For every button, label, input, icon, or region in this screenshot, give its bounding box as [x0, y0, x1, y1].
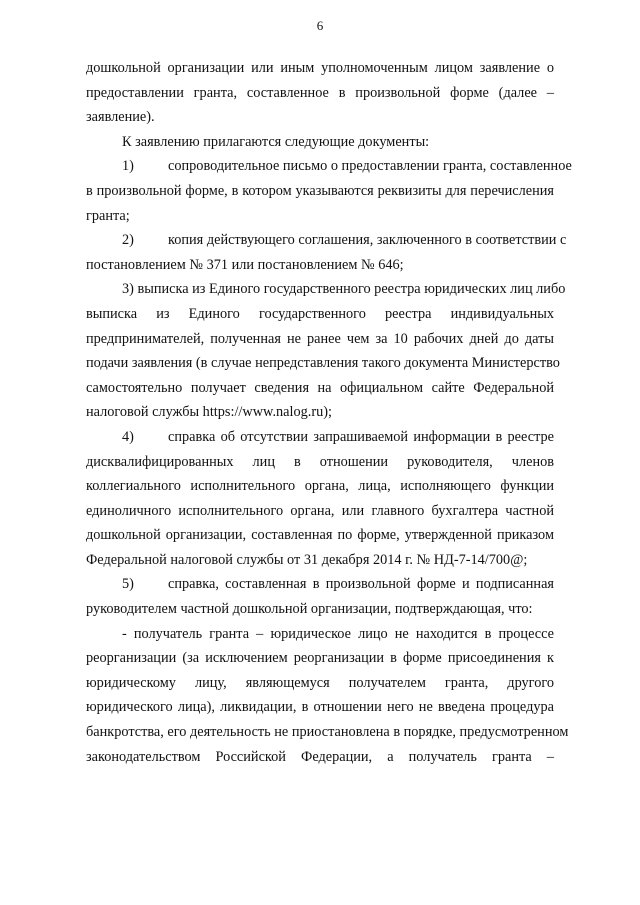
- text-line: [86, 400, 554, 425]
- text-line: [86, 154, 572, 179]
- text-line: [86, 695, 554, 720]
- page-number: 6: [316, 18, 324, 33]
- text-line: [86, 646, 554, 671]
- line-text: предпринимателей, полученная не ранее чем за 10 рабочих дней до даты: [86, 330, 554, 347]
- text-line: [86, 597, 554, 622]
- line-text: налоговой службы https://www.nalog.ru);: [86, 404, 332, 421]
- line-text: реорганизации (за исключением реорганизации в форме присоединения к: [86, 650, 554, 667]
- text-line: [86, 56, 554, 81]
- text-line: [86, 302, 554, 327]
- text-line: [86, 253, 554, 278]
- text-line: [86, 228, 567, 253]
- text-line: [86, 548, 554, 573]
- line-text: законодательством Российской Федерации, а получатель гранта –: [86, 748, 554, 765]
- list-number: 1): [122, 158, 134, 175]
- text-line: [86, 450, 554, 475]
- text-line: [86, 720, 569, 745]
- line-text: юридическому лицу, являющемуся получателем гранта, другого: [86, 674, 554, 691]
- line-text: дисквалифицированных лиц в отношении руководителя, членов: [86, 453, 554, 470]
- line-text: коллегиального исполнительного органа, лица, исполняющего функции: [86, 478, 554, 495]
- line-text: постановлением № 371 или постановлением № 646;: [86, 256, 404, 273]
- list-number: 5): [122, 576, 134, 593]
- document-body: [86, 56, 572, 769]
- text-line: [86, 204, 554, 229]
- line-text: - получатель гранта – юридическое лицо не находится в процессе: [122, 625, 554, 642]
- line-text: дошкольной организации или иным уполномоченным лицом заявление о: [86, 60, 554, 76]
- text-line: [86, 572, 554, 597]
- text-line: [86, 523, 554, 548]
- line-text: самостоятельно получает сведения на официальном сайте Федеральной: [86, 379, 554, 396]
- line-text: предоставлении гранта, составленное в произвольной форме (далее –: [86, 84, 554, 101]
- line-text: дошкольной организации, составленная по форме, утвержденной приказом: [86, 527, 554, 544]
- line-text: справка об отсутствии запрашиваемой информации в реестре: [168, 428, 554, 445]
- line-text: банкротства, его деятельность не приостановлена в порядке, предусмотренном: [86, 724, 569, 741]
- text-line: [86, 81, 554, 106]
- text-line: [86, 745, 554, 770]
- text-line: [86, 622, 554, 647]
- text-line: [86, 277, 566, 302]
- line-text: Федеральной налоговой службы от 31 декабря 2014 г. № НД-7-14/700@;: [86, 551, 528, 568]
- line-text: копия действующего соглашения, заключенного в соответствии с: [168, 232, 567, 249]
- text-line: [86, 671, 554, 696]
- text-line: [86, 425, 554, 450]
- line-text: К заявлению прилагаются следующие документы:: [122, 133, 430, 150]
- text-line: [86, 327, 554, 352]
- line-text: справка, составленная в произвольной форме и подписанная: [168, 576, 554, 593]
- text-line: [86, 499, 554, 524]
- line-text: в произвольной форме, в котором указываются реквизиты для перечисления: [86, 182, 554, 199]
- line-text: выписка из Единого государственного реестра индивидуальных: [86, 305, 554, 322]
- line-text: 3) выписка из Единого государственного реестра юридических лиц либо: [122, 281, 566, 298]
- line-text: подачи заявления (в случае непредставления такого документа Министерство: [86, 355, 560, 372]
- list-number: 2): [122, 232, 134, 249]
- text-line: [86, 376, 554, 401]
- text-line: [86, 179, 554, 204]
- line-text: единоличного исполнительного органа, или главного бухгалтера частной: [86, 502, 554, 519]
- text-line: [86, 105, 554, 130]
- line-text: заявление).: [86, 109, 155, 126]
- line-text: юридического лица), ликвидации, в отношении него не введена процедура: [86, 699, 554, 716]
- text-line: [86, 130, 554, 155]
- text-line: [86, 351, 560, 376]
- list-number: 4): [122, 428, 134, 445]
- line-text: руководителем частной дошкольной организации, подтверждающая, что:: [86, 601, 533, 618]
- line-text: гранта;: [86, 207, 130, 224]
- text-line: [86, 474, 554, 499]
- line-text: сопроводительное письмо о предоставлении гранта, составленное: [168, 158, 572, 175]
